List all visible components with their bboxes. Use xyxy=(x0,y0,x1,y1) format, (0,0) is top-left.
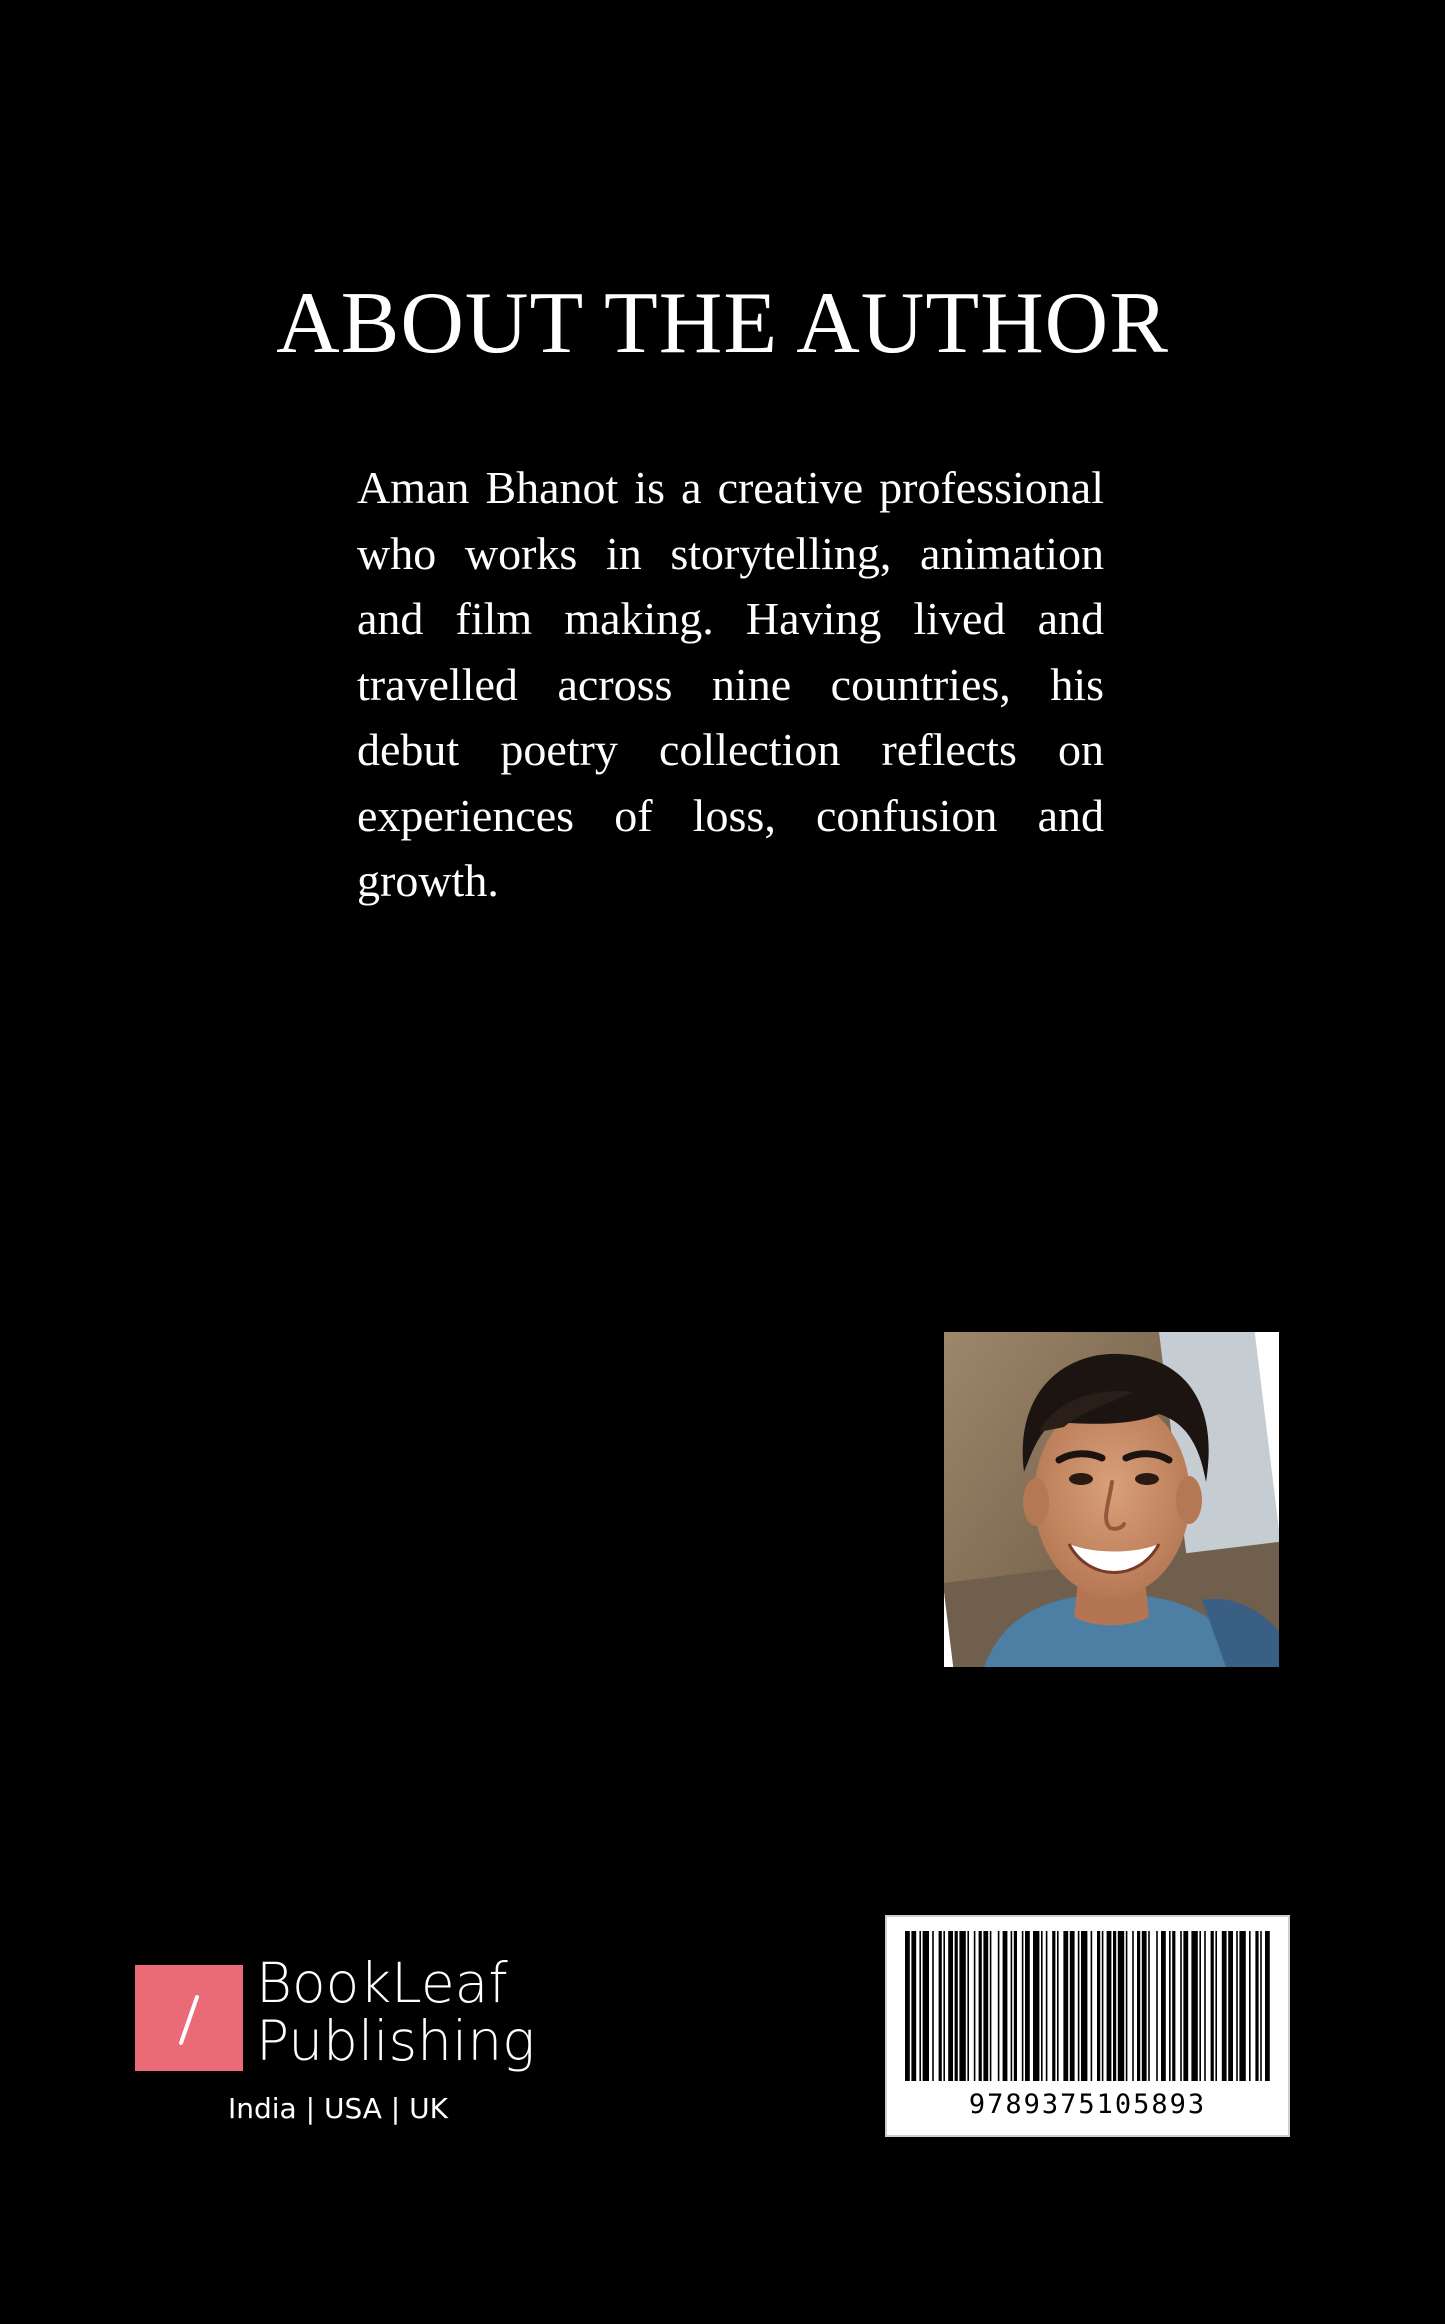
barcode-bar xyxy=(1022,1931,1024,2081)
barcode-bar xyxy=(1081,1931,1087,2081)
barcode-bar xyxy=(1199,1931,1201,2081)
publisher-name xyxy=(256,1951,536,2073)
publisher-logo xyxy=(135,1951,536,2130)
barcode-bar xyxy=(905,1931,910,2081)
barcode-bar xyxy=(955,1931,958,2081)
barcode-bar xyxy=(1113,1931,1116,2081)
barcode-bar xyxy=(1211,1931,1214,2081)
barcode-bar xyxy=(1180,1931,1182,2081)
author-portrait-icon xyxy=(944,1332,1279,1667)
barcode-bar xyxy=(1097,1931,1100,2081)
barcode-bar xyxy=(911,1931,916,2081)
barcode-bar xyxy=(1255,1931,1258,2081)
isbn-number: 9789375105893 xyxy=(968,2089,1207,2120)
barcode-bar xyxy=(1169,1931,1171,2081)
barcode-bar xyxy=(1137,1931,1140,2081)
author-bio: Aman Bhanot is a creative professional who works in storytelling, animation and film making. Having lived and travelled across nine countries, his debut poetry collection reflects on experiences of loss, confusion and growth. xyxy=(357,462,1104,906)
barcode-bar xyxy=(1132,1931,1134,2081)
barcode-bar xyxy=(1148,1931,1150,2081)
slash-icon xyxy=(135,1965,243,2071)
publisher-regions: India | USA | UK xyxy=(228,2092,448,2125)
barcode-bar xyxy=(1161,1931,1166,2081)
barcode-bar xyxy=(1052,1931,1055,2081)
barcode-bar xyxy=(1041,1931,1043,2081)
barcode-bar xyxy=(1102,1931,1104,2081)
isbn-barcode xyxy=(885,1915,1290,2137)
barcode-bar xyxy=(932,1931,934,2081)
barcode-bar xyxy=(1126,1931,1128,2081)
barcode-bar xyxy=(1228,1931,1233,2081)
barcode-bar xyxy=(1265,1931,1270,2081)
barcode-bar xyxy=(1003,1931,1008,2081)
barcode-bar xyxy=(979,1931,982,2081)
barcode-bar xyxy=(1204,1931,1206,2081)
barcode-bar xyxy=(1057,1931,1059,2081)
barcode-bar xyxy=(990,1931,992,2081)
barcode-bar xyxy=(1249,1931,1251,2081)
barcode-bar xyxy=(1142,1931,1147,2081)
publisher-name-line2: Publishing xyxy=(256,2009,536,2073)
barcode-bar xyxy=(1046,1931,1048,2081)
barcode-bar xyxy=(974,1931,976,2081)
barcode-bar xyxy=(1183,1931,1188,2081)
page-title: ABOUT THE AUTHOR xyxy=(276,275,1169,372)
barcode-bar xyxy=(1011,1931,1013,2081)
barcode-bar xyxy=(1260,1931,1262,2081)
barcode-bar xyxy=(919,1931,921,2081)
barcode-bar xyxy=(939,1931,942,2081)
barcode-bar xyxy=(959,1931,965,2081)
barcode-bar xyxy=(1118,1931,1124,2081)
barcode-bar xyxy=(1172,1931,1175,2081)
barcode-bar xyxy=(1239,1931,1245,2081)
barcode-bar xyxy=(1063,1931,1068,2081)
barcode-bar xyxy=(967,1931,969,2081)
barcode-bar xyxy=(943,1931,945,2081)
barcode-bar xyxy=(1236,1931,1238,2081)
barcode-bar xyxy=(948,1931,953,2081)
barcode-icon xyxy=(905,1931,1270,2081)
barcode-bar xyxy=(1107,1931,1112,2081)
barcode-bar xyxy=(1156,1931,1158,2081)
publisher-logo-mark xyxy=(135,1965,243,2071)
barcode-bar xyxy=(1070,1931,1075,2081)
barcode-bar xyxy=(1091,1931,1093,2081)
barcode-bar xyxy=(983,1931,988,2081)
barcode-bar xyxy=(1025,1931,1030,2081)
barcode-bar xyxy=(1033,1931,1039,2081)
barcode-bar xyxy=(1191,1931,1197,2081)
publisher-name-line1: BookLeaf xyxy=(256,1951,508,2015)
barcode-bar xyxy=(1078,1931,1080,2081)
barcode-bar xyxy=(1222,1931,1227,2081)
barcode-bar xyxy=(1014,1931,1017,2081)
author-photo xyxy=(944,1332,1279,1667)
barcode-bar xyxy=(923,1931,929,2081)
barcode-bar xyxy=(998,1931,1000,2081)
barcode-bar xyxy=(1215,1931,1217,2081)
